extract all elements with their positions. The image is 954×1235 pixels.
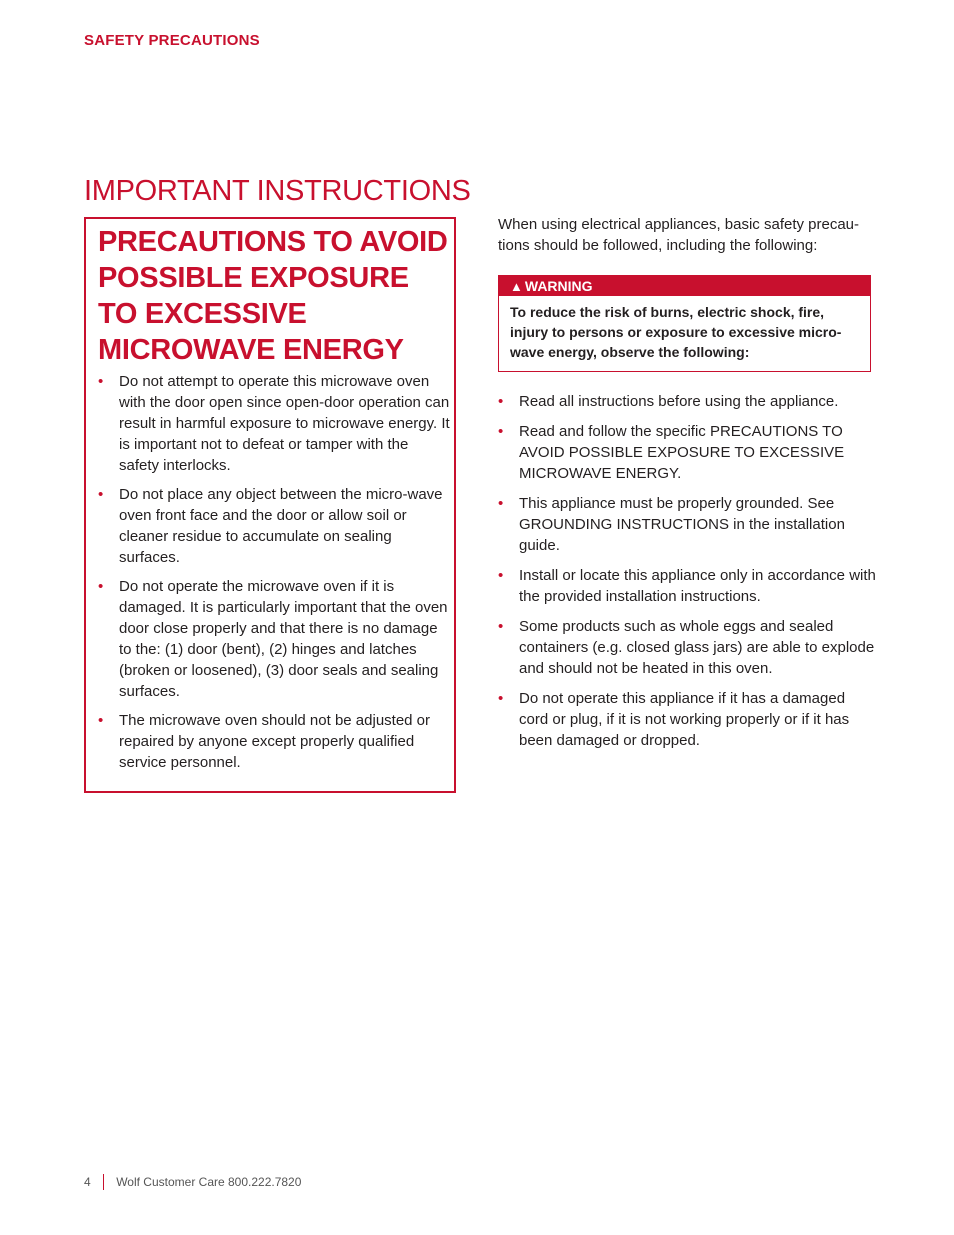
list-item: • The microwave oven should not be adjusted or repaired by anyone except properly qualified service personnel. (98, 710, 450, 773)
precautions-box (84, 217, 456, 793)
precautions-list (98, 371, 450, 781)
instructions-list (498, 391, 878, 760)
list-item: • Install or locate this appliance only in accordance with the provided installation instructions. (498, 565, 878, 607)
warning-box (498, 275, 871, 372)
list-item: • Do not operate the microwave oven if it is damaged. It is particularly important that the oven door close properly and that there is no damage to the: (1) door (bent), (2) hinges and latches (broken or loosened), (3) door seals and sealing surfaces. (98, 576, 450, 702)
list-item: • Some products such as whole eggs and sealed containers (e.g. closed glass jars) are able to explode and should not be heated in this oven. (498, 616, 878, 679)
warning-text: To reduce the risk of burns, electric shock, fire, injury to persons or exposure to excessive micro-wave energy, observe the following: (510, 304, 842, 360)
section-header-label: SAFETY PRECAUTIONS (84, 32, 260, 49)
list-item: • Read all instructions before using the appliance. (498, 391, 878, 412)
list-item: • Read and follow the specific PRECAUTIONS TO AVOID POSSIBLE EXPOSURE TO EXCESSIVE MICROWAVE ENERGY. (498, 421, 878, 484)
footer-contact: Wolf Customer Care 800.222.7820 (116, 1175, 302, 1189)
warning-label: WARNING (524, 278, 593, 294)
list-item: • Do not place any object between the micro-wave oven front face and the door or allow soil or cleaner residue to accumulate on sealing surfaces. (98, 484, 450, 568)
intro-paragraph: When using electrical appliances, basic safety precau-tions should be followed, including the following: (498, 216, 860, 254)
list-item: • Do not attempt to operate this microwave oven with the door open since open-door operation can result in harmful exposure to microwave energy. It is important not to defeat or tamper with the safety interlocks. (98, 371, 450, 476)
footer-divider (103, 1174, 105, 1190)
list-item: • This appliance must be properly grounded. See GROUNDING INSTRUCTIONS in the installation guide. (498, 493, 878, 556)
warning-bar (499, 276, 870, 296)
page-title: IMPORTANT INSTRUCTIONS (84, 175, 471, 207)
warning-triangle-icon: ▲ (510, 279, 523, 294)
page-footer (84, 1174, 301, 1190)
page-number: 4 (84, 1175, 91, 1189)
precautions-heading: PRECAUTIONS TO AVOID POSSIBLE EXPOSURE TO EXCESSIVE MICROWAVE ENERGY (98, 226, 448, 366)
list-item: • Do not operate this appliance if it has a damaged cord or plug, if it is not working properly or if it has been damaged or dropped. (498, 688, 878, 751)
